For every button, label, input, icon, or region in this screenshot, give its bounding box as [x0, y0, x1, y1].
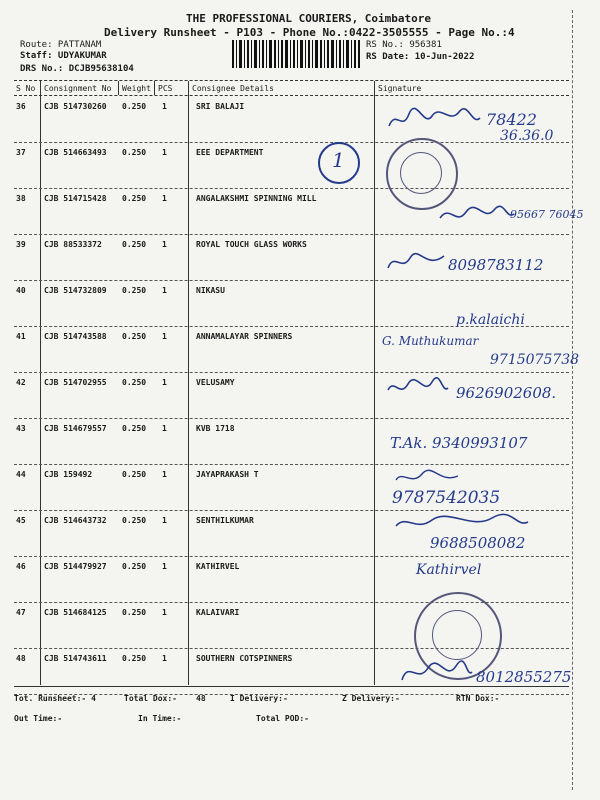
rs-number: RS No.: 956381 — [366, 40, 442, 50]
row-consignment: CJB 159492 — [44, 470, 93, 479]
row-pcs: 1 — [162, 286, 167, 295]
company-stamp-2-inner — [432, 610, 482, 660]
row-weight: 0.250 — [122, 654, 147, 663]
barcode-image — [232, 40, 360, 68]
row-consignee: SOUTHERN COTSPINNERS — [196, 654, 293, 663]
row-consignee: KATHIRVEL — [196, 562, 240, 571]
row-pcs: 1 — [162, 194, 167, 203]
row-consignment: CJB 514730260 — [44, 102, 107, 111]
row-weight: 0.250 — [122, 378, 147, 387]
row-pcs: 1 — [162, 608, 167, 617]
row-sno: 47 — [16, 608, 26, 617]
handwritten-r48: 8012855275 — [476, 668, 572, 686]
row-separator — [14, 418, 569, 419]
row-sno: 43 — [16, 424, 26, 433]
col-weight: Weight — [122, 84, 151, 93]
rs-date: RS Date: 10-Jun-2022 — [366, 52, 475, 62]
row-pcs: 1 — [162, 378, 167, 387]
row-sno: 38 — [16, 194, 26, 203]
row-sno: 42 — [16, 378, 26, 387]
col-signature: Signature — [378, 84, 422, 93]
handwritten-r43: T.Ak. 9340993107 — [390, 434, 528, 452]
row-consignment: CJB 514663493 — [44, 148, 107, 157]
col-consignment: Consignment No — [44, 84, 112, 93]
row-consignee: SRI BALAJI — [196, 102, 245, 111]
row-sno: 44 — [16, 470, 26, 479]
row-sno: 37 — [16, 148, 26, 157]
row-weight: 0.250 — [122, 470, 147, 479]
company-stamp-1-inner — [400, 152, 442, 194]
staff: Staff: UDYAKUMAR — [20, 51, 107, 61]
row-consignment: CJB 514702955 — [44, 378, 107, 387]
in-time: In Time:- — [138, 714, 182, 723]
header-bottom-line — [14, 95, 569, 96]
signature-scribble-48 — [398, 656, 474, 686]
row-consignment: CJB 514715428 — [44, 194, 107, 203]
row-weight: 0.250 — [122, 516, 147, 525]
col-pcs: PCS — [158, 84, 173, 93]
row-sno: 41 — [16, 332, 26, 341]
signature-scribble-39 — [384, 246, 448, 276]
row-sno: 45 — [16, 516, 26, 525]
total-dox-label: Total Dox:- — [124, 694, 177, 703]
row-consignment: CJB 514732809 — [44, 286, 107, 295]
row-consignee: ANNAMALAYAR SPINNERS — [196, 332, 293, 341]
z-delivery: Z Delivery:- — [342, 694, 400, 703]
row-pcs: 1 — [162, 516, 167, 525]
handwritten-r36: 78422 — [486, 110, 537, 129]
signature-scribble-45 — [392, 510, 532, 536]
rtn-dox: RTN Dox:- — [456, 694, 500, 703]
tot-runsheet: Tot. Runsheet:- 4 — [14, 694, 96, 703]
row-consignment: CJB 514743611 — [44, 654, 107, 663]
header-top-line — [14, 80, 569, 81]
row-weight: 0.250 — [122, 240, 147, 249]
row-separator — [14, 372, 569, 373]
out-time: Out Time:- — [14, 714, 63, 723]
row-sno: 39 — [16, 240, 26, 249]
row-consignee: JAYAPRAKASH T — [196, 470, 259, 479]
col-rule-2 — [118, 81, 119, 95]
table-row — [14, 144, 574, 190]
table-row — [14, 558, 574, 604]
handwritten-r44: 9787542035 — [392, 488, 501, 508]
row-pcs: 1 — [162, 424, 167, 433]
handwritten-r41b: 9715075738 — [490, 352, 580, 368]
row-consignee: ANGALAKSHMI SPINNING MILL — [196, 194, 317, 203]
col-sno: S No — [16, 84, 36, 93]
row-pcs: 1 — [162, 470, 167, 479]
i-delivery: I Delivery:- — [230, 694, 288, 703]
signature-scribble-38 — [436, 200, 516, 228]
handwritten-circle-number: 1 — [332, 148, 345, 172]
signature-scribble — [384, 104, 484, 134]
row-consignee: EEE DEPARTMENT — [196, 148, 264, 157]
row-weight: 0.250 — [122, 148, 147, 157]
col-rule-3 — [154, 81, 155, 95]
handwritten-r40: p.kalaichi — [456, 312, 525, 328]
row-consignee: ROYAL TOUCH GLASS WORKS — [196, 240, 307, 249]
company-title: THE PROFESSIONAL COURIERS, Coimbatore — [186, 12, 432, 25]
row-separator — [14, 280, 569, 281]
row-consignment: CJB 514479927 — [44, 562, 107, 571]
row-weight: 0.250 — [122, 562, 147, 571]
handwritten-r42: 9626902608. — [456, 384, 557, 402]
row-consignment: CJB 514679557 — [44, 424, 107, 433]
row-weight: 0.250 — [122, 608, 147, 617]
row-weight: 0.250 — [122, 102, 147, 111]
row-separator — [14, 188, 569, 189]
row-pcs: 1 — [162, 148, 167, 157]
drs-number: DRS No.: DCJB95638104 — [20, 64, 134, 74]
route: Route: PATTANAM — [20, 40, 102, 50]
row-consignee: SENTHILKUMAR — [196, 516, 254, 525]
row-sno: 46 — [16, 562, 26, 571]
handwritten-r41a: G. Muthukumar — [382, 334, 479, 348]
total-pod: Total POD:- — [256, 714, 309, 723]
row-sno: 48 — [16, 654, 26, 663]
row-consignee: KALAIVARI — [196, 608, 240, 617]
runsheet-line: Delivery Runsheet - P103 - Phone No.:0422-3505555 - Page No.:4 — [104, 26, 515, 39]
row-separator — [14, 234, 569, 235]
handwritten-r46: Kathirvel — [416, 562, 482, 578]
row-consignee: VELUSAMY — [196, 378, 235, 387]
signature-scribble-44 — [392, 466, 462, 488]
row-pcs: 1 — [162, 332, 167, 341]
row-separator — [14, 556, 569, 557]
row-consignee: KVB 1718 — [196, 424, 235, 433]
row-weight: 0.250 — [122, 286, 147, 295]
handwritten-r36b: 36.36.0 — [500, 128, 554, 144]
row-consignment: CJB 88533372 — [44, 240, 102, 249]
total-dox-value: 48 — [196, 694, 206, 703]
handwritten-r38: 95667 76045 — [510, 208, 584, 221]
row-weight: 0.250 — [122, 332, 147, 341]
row-consignee: NIKASU — [196, 286, 225, 295]
row-pcs: 1 — [162, 240, 167, 249]
row-weight: 0.250 — [122, 424, 147, 433]
row-pcs: 1 — [162, 562, 167, 571]
col-consignee: Consignee Details — [192, 84, 274, 93]
row-sno: 40 — [16, 286, 26, 295]
row-pcs: 1 — [162, 102, 167, 111]
row-consignment: CJB 514643732 — [44, 516, 107, 525]
handwritten-r45: 9688508082 — [430, 534, 526, 552]
row-consignment: CJB 514743588 — [44, 332, 107, 341]
footer-top-line — [14, 686, 569, 687]
row-separator — [14, 464, 569, 465]
row-separator — [14, 142, 569, 143]
row-sno: 36 — [16, 102, 26, 111]
row-weight: 0.250 — [122, 194, 147, 203]
row-pcs: 1 — [162, 654, 167, 663]
signature-scribble-42 — [384, 374, 450, 402]
row-consignment: CJB 514684125 — [44, 608, 107, 617]
handwritten-r39: 8098783112 — [448, 256, 544, 274]
